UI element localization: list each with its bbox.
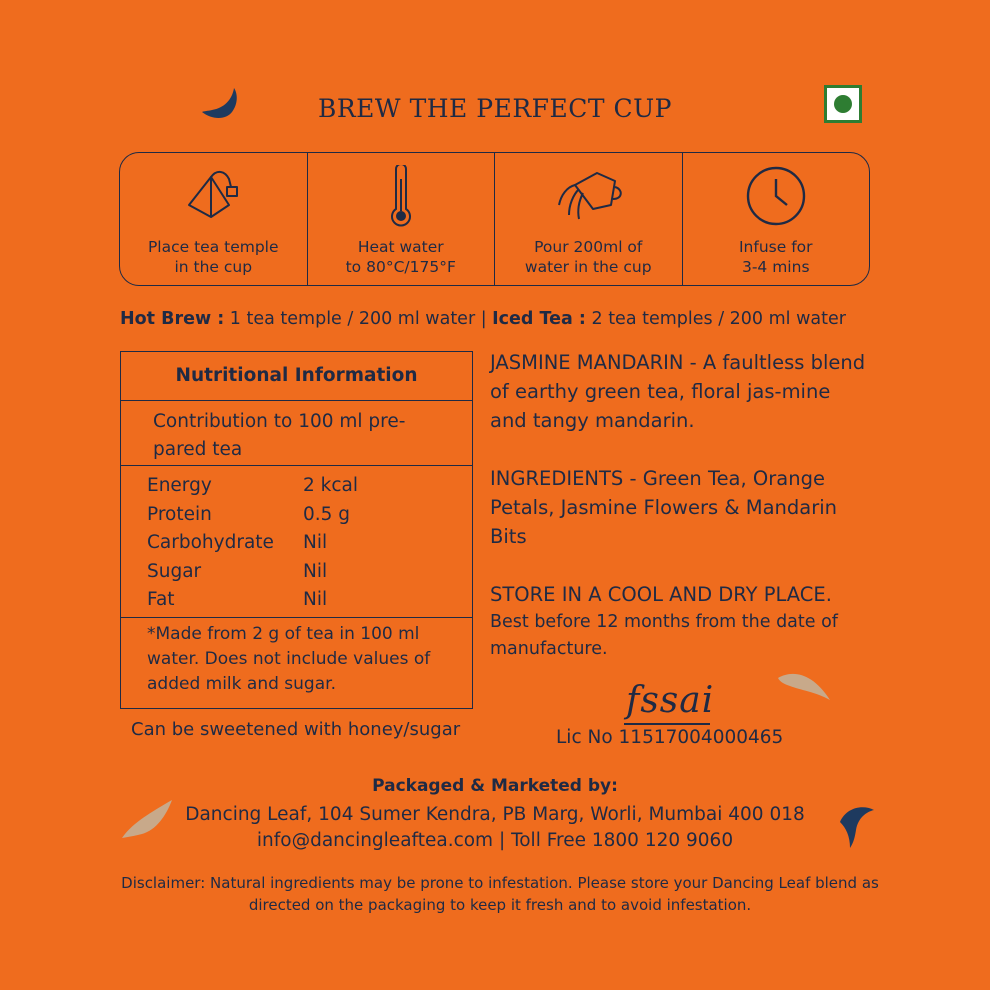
step-heat-water bbox=[308, 153, 496, 285]
nutrition-note: *Made from 2 g of tea in 100 ml water. Does not include values of added milk and sugar. bbox=[147, 624, 431, 694]
nutrient-value: Nil bbox=[303, 532, 328, 554]
nutrient-name: Protein bbox=[147, 503, 212, 525]
nutrition-rows bbox=[121, 466, 472, 618]
fssai-underline bbox=[624, 723, 710, 725]
table-row bbox=[147, 586, 472, 615]
veg-symbol-icon bbox=[824, 85, 862, 123]
packaging-address: Dancing Leaf, 104 Sumer Kendra, PB Marg, Worli, Mumbai 400 018 bbox=[185, 804, 805, 825]
step-place-tea bbox=[120, 153, 308, 285]
nutrient-value: 0.5 g bbox=[303, 503, 351, 525]
iced-tea-value: 2 tea temples / 200 ml water bbox=[585, 309, 846, 329]
fssai-logo: fssai bbox=[626, 680, 715, 721]
brew-steps-panel bbox=[119, 152, 870, 286]
nutrient-name: Carbohydrate bbox=[147, 532, 274, 554]
step-label: Heat water to 80°C/175°F bbox=[345, 238, 456, 276]
leaf-icon bbox=[776, 668, 832, 704]
nutrition-table bbox=[120, 351, 473, 709]
sweeten-note: Can be sweetened with honey/sugar bbox=[131, 719, 461, 740]
storage-detail: Best before 12 months from the date of manufacture. bbox=[490, 612, 838, 659]
thermometer-icon bbox=[386, 165, 416, 229]
hot-brew-label: Hot Brew : bbox=[120, 309, 225, 329]
nutrient-value: Nil bbox=[303, 589, 328, 611]
step-label: Place tea temple in the cup bbox=[147, 238, 279, 276]
license-number: Lic No 11517004000465 bbox=[556, 727, 784, 748]
tea-temple-icon bbox=[181, 165, 245, 227]
brew-ratio-line bbox=[120, 309, 846, 329]
storage-heading: STORE IN A COOL AND DRY PLACE. bbox=[490, 583, 832, 606]
ingredients-list: INGREDIENTS - Green Tea, Orange Petals, Jasmine Flowers & Mandarin Bits bbox=[490, 467, 838, 548]
step-pour-water bbox=[495, 153, 683, 285]
table-row bbox=[147, 529, 472, 558]
nutrient-value: 2 kcal bbox=[303, 475, 359, 496]
kettle-pour-icon bbox=[553, 165, 623, 229]
step-infuse bbox=[683, 153, 870, 285]
nutrient-name: Energy bbox=[147, 475, 212, 496]
packaging-contact: info@dancingleaftea.com | Toll Free 1800 120 9060 bbox=[256, 830, 734, 851]
table-row bbox=[147, 472, 472, 501]
nutrient-name: Sugar bbox=[147, 560, 202, 582]
iced-tea-label: Iced Tea : bbox=[492, 309, 586, 329]
clock-icon bbox=[745, 165, 807, 227]
packaging-heading: Packaged & Marketed by: bbox=[372, 776, 618, 796]
nutrition-contribution: Contribution to 100 ml pre- pared tea bbox=[121, 401, 472, 466]
product-description bbox=[490, 348, 870, 663]
nutrient-value: Nil bbox=[303, 560, 328, 582]
blend-description: JASMINE MANDARIN - A faultless blend of earthy green tea, floral jas-mine and tangy mandarin. bbox=[490, 351, 866, 432]
page-title: BREW THE PERFECT CUP bbox=[317, 94, 673, 123]
packaging-details bbox=[0, 802, 990, 854]
nutrient-name: Fat bbox=[147, 589, 175, 611]
table-row bbox=[147, 501, 472, 530]
nutrition-heading: Nutritional Information bbox=[121, 352, 472, 401]
table-row bbox=[147, 558, 472, 587]
hot-brew-value: 1 tea temple / 200 ml water | bbox=[224, 309, 493, 329]
disclaimer-text: Disclaimer: Natural ingredients may be prone to infestation. Please store your Dancing Leaf blend as directed on the packaging to keep it fresh and to avoid infestation. bbox=[121, 874, 879, 914]
step-label: Infuse for 3-4 mins bbox=[738, 238, 813, 276]
step-label: Pour 200ml of water in the cup bbox=[524, 238, 652, 276]
